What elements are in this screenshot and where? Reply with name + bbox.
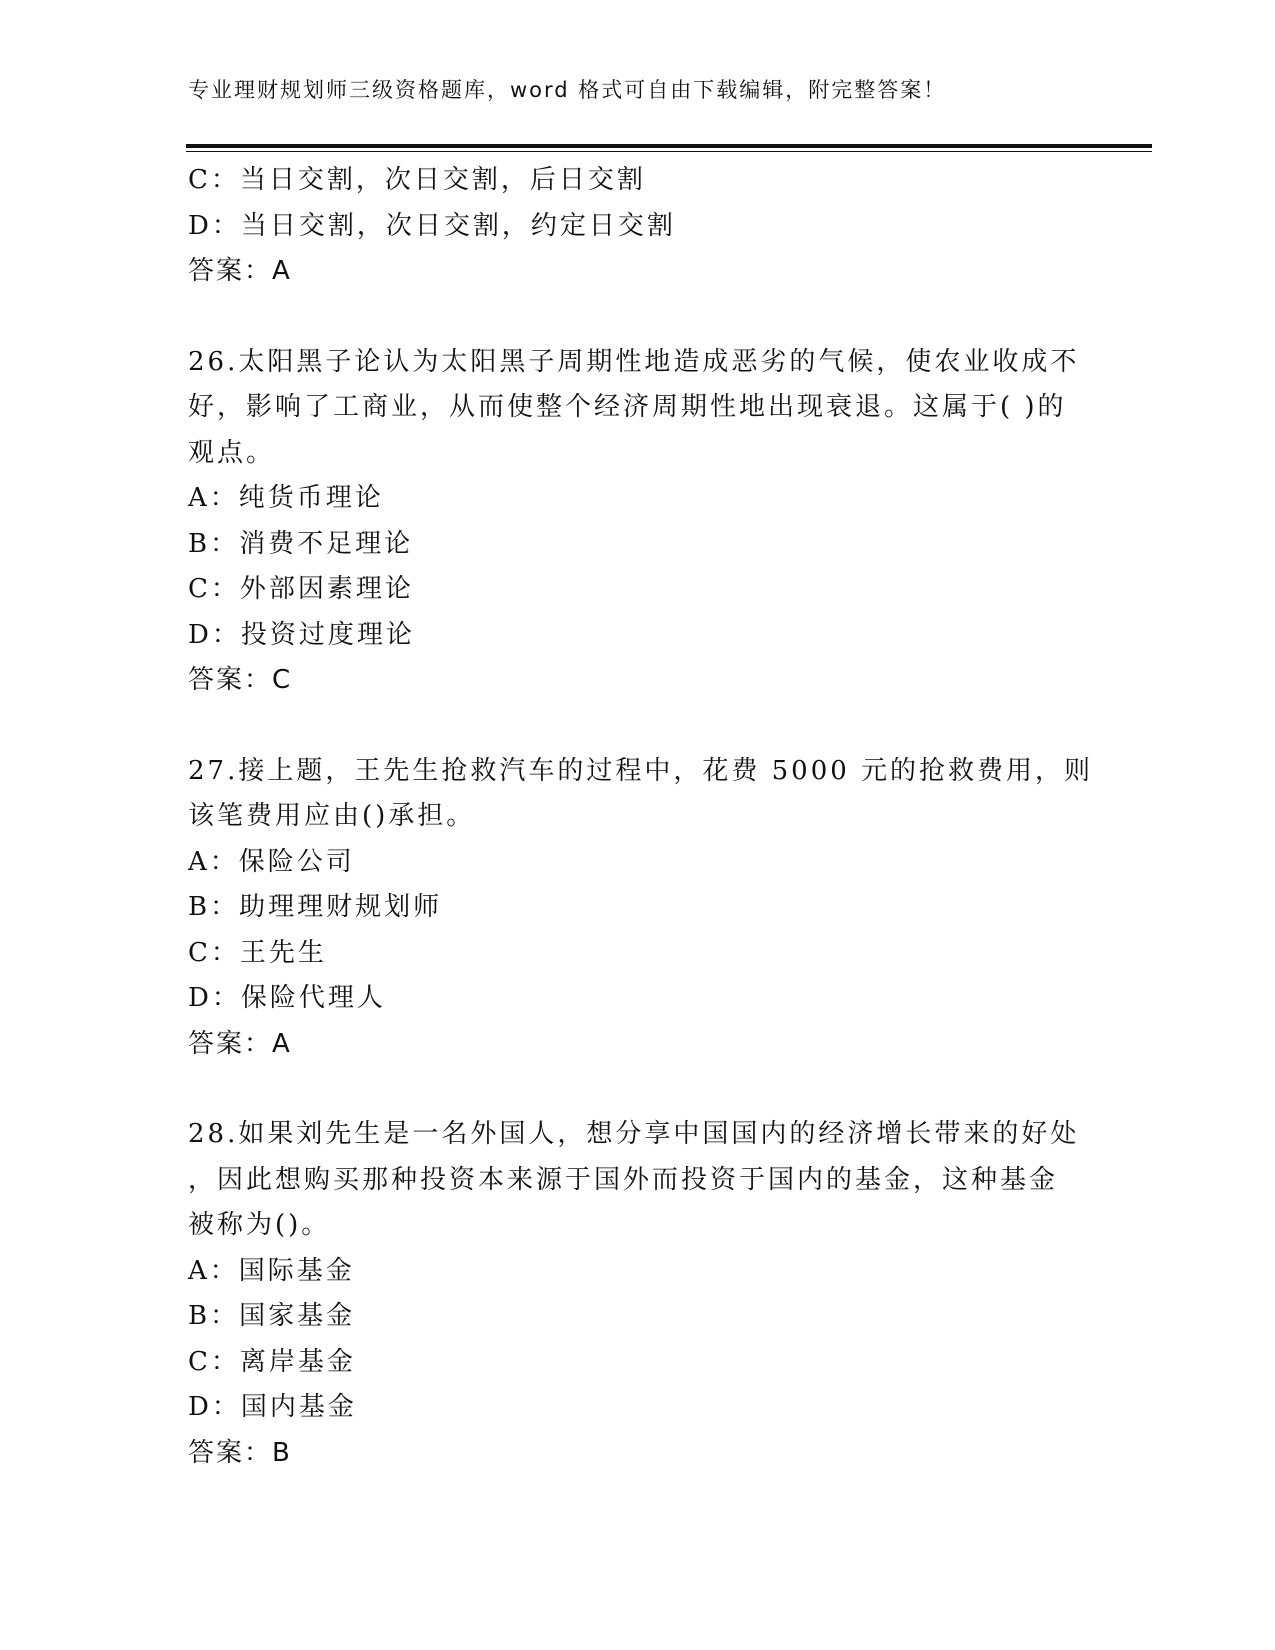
spacer xyxy=(188,1067,1078,1112)
question-28 xyxy=(188,1112,1078,1476)
question-stem-line: 被称为()。 xyxy=(188,1210,331,1240)
question-stem-line: 28.如果刘先生是一名外国人，想分享中国国内的经济增长带来的好处 xyxy=(188,1119,1080,1149)
answer: 答案：A xyxy=(188,256,292,286)
option-a: A：国际基金 xyxy=(188,1255,355,1286)
continued-question xyxy=(188,158,1078,295)
question-stem-line: 27.接上题，王先生抢救汽车的过程中，花费 5000 元的抢救费用，则 xyxy=(188,755,1094,786)
answer: 答案：A xyxy=(188,1028,292,1059)
option-c: C：王先生 xyxy=(188,937,327,968)
option-b: B：消费不足理论 xyxy=(188,528,414,559)
option-c: C：外部因素理论 xyxy=(188,574,414,604)
option-d: D：当日交割，次日交割，约定日交割 xyxy=(188,210,676,241)
option-d: D：投资过度理论 xyxy=(188,619,415,650)
question-stem-line: 观点。 xyxy=(188,437,276,468)
answer: 答案：B xyxy=(188,1437,292,1468)
option-b: B：国家基金 xyxy=(188,1301,356,1331)
question-stem-line: 好，影响了工商业，从而使整个经济周期性地出现衰退。这属于( )的 xyxy=(188,392,1067,422)
option-a: A：纯货币理论 xyxy=(188,483,384,513)
option-d: D：保险代理人 xyxy=(188,983,386,1013)
header-rule-thick xyxy=(186,144,1152,148)
spacer xyxy=(188,295,1078,340)
header-rule-thin xyxy=(186,151,1152,152)
option-d: D：国内基金 xyxy=(188,1392,357,1422)
question-26 xyxy=(188,340,1078,704)
page-header: 专业理财规划师三级资格题库，word 格式可自由下载编辑，附完整答案！ xyxy=(188,78,947,102)
question-stem-line: 该笔费用应由()承担。 xyxy=(188,801,476,831)
option-b: B：助理理财规划师 xyxy=(188,892,443,922)
option-a: A：保险公司 xyxy=(188,846,355,877)
option-c: C：离岸基金 xyxy=(188,1346,356,1377)
question-27 xyxy=(188,749,1094,1068)
question-content xyxy=(188,158,1094,1476)
question-stem-line: 26.太阳黑子论认为太阳黑子周期性地造成恶劣的气候，使农业收成不 xyxy=(188,346,1080,377)
option-c: C：当日交割，次日交割，后日交割 xyxy=(188,165,646,195)
answer: 答案：C xyxy=(188,665,293,695)
spacer xyxy=(188,704,1078,749)
question-stem-line: ，因此想购买那种投资本来源于国外而投资于国内的基金，这种基金 xyxy=(188,1164,1059,1195)
